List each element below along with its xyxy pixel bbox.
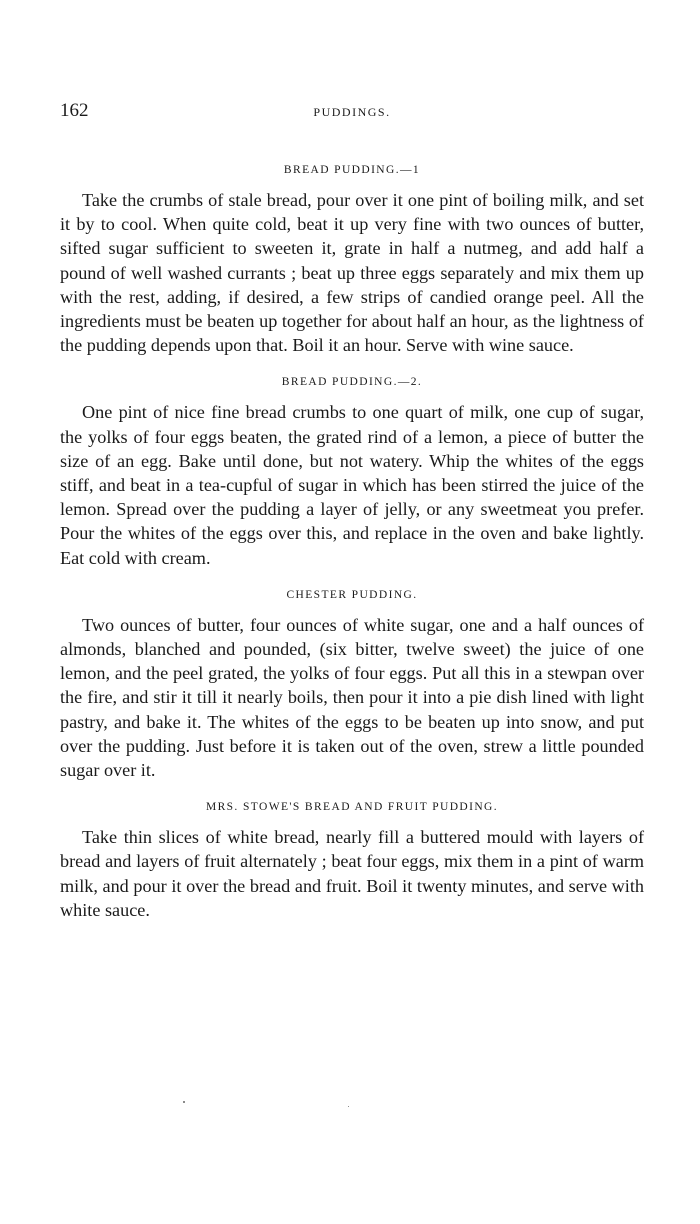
running-head — [60, 100, 644, 130]
page-number: 162 — [60, 100, 89, 121]
recipe-bread-pudding-1 — [60, 164, 644, 357]
recipe-title: CHESTER PUDDING. — [286, 588, 418, 601]
recipe-body: One pint of nice fine bread crumbs to one quart of milk, one cup of sugar, the yolks of four eggs beaten, the grated rind of a lemon, a piece of butter the size of an egg. Bake until done, but not watery. Whip the whites of the eggs stiff, and beat in a tea-cupful of sugar in which has been stirred the juice of the lemon. Spread over the pudding a layer of jelly, or any sweetmeat you prefer. Pour the whites of the eggs over this, and replace in the oven and bake lightly. Eat cold with cream. — [60, 402, 644, 568]
recipe-title: BREAD PUDDING.—1 — [283, 164, 421, 176]
recipe-body: Take the crumbs of stale bread, pour over it one pint of boiling milk, and set it by to cool. When quite cold, beat it up very fine with two ounces of butter, sifted sugar sufficient to sweeten it, grate in half a nutmeg, and add half a pound of well washed currants ; beat up three eggs separately and mix them up with the rest, adding, if desired, a few strips of candied orange peel. All the ingredients must be beaten up together for about half an hour, as the lightness of the pudding depends upon that. Boil it an hour. Serve with wine sauce. — [60, 190, 644, 356]
recipe-title: BREAD PUDDING.—2. — [281, 376, 423, 389]
paper-speck — [183, 1101, 185, 1103]
paper-speck — [348, 1106, 349, 1107]
recipe-body: Two ounces of butter, four ounces of white sugar, one and a half ounces of almonds, blanched and pounded, (six bitter, twelve sweet) the juice of one lemon, and the peel grated, the yolks of four eggs. Put all this in a stewpan over the fire, and stir it till it nearly boils, then pour it into a pie dish lined with light pastry, and bake it. The whites of the eggs to be beaten up into snow, and put over the pudding. Just before it is taken out of the oven, strew a little pounded sugar over it. — [60, 614, 644, 781]
recipe-chester-pudding — [60, 589, 644, 782]
recipe-bread-pudding-2 — [60, 376, 644, 569]
book-page — [60, 100, 644, 941]
recipe-mrs-stowes-bread-and-fruit-pudding — [60, 801, 644, 922]
running-title: PUDDINGS. — [313, 105, 391, 119]
recipe-body: Take thin slices of white bread, nearly fill a buttered mould with layers of bread and layers of fruit alternately ; beat four eggs, mix them in a pint of warm milk, and pour it over the bread and fruit. Boil it twenty minutes, and serve with white sauce. — [60, 827, 644, 920]
recipe-title: MRS. STOWE'S BREAD AND FRUIT PUDDING. — [205, 801, 499, 814]
